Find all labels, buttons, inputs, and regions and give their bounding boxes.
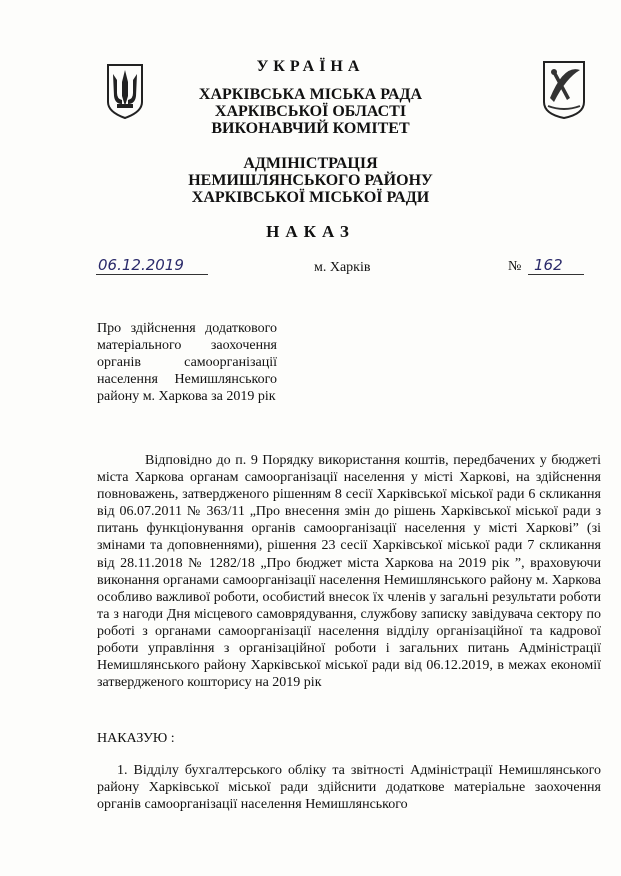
- order-number: 162: [534, 256, 563, 274]
- city-label: м. Харків: [314, 260, 371, 275]
- number-underline: [528, 274, 584, 275]
- preamble-paragraph: Відповідно до п. 9 Порядку використання коштів, передбачених у бюджеті міста Харкова органам самоорганізації населення у місті Харкові, на здійснення повноважень, затвердженого рішенням 8 сесії Харківської міської ради 6 скликання від 06.07.2011 № 363/11 „Про внесення змін до рішень Харківської міської ради з питань функціонування органів самоорганізації населення у місті Харкові” (зі змінами та доповненнями), рішення 23 сесії Харківської міської ради 7 скликання від 28.11.2018 № 1282/18 „Про бюджет міста Харкова на 2019 рік ”, враховуючи виконання органами самоорганізації населення Немишлянського району м. Харкова особливо важливої роботи, особистий внесок їх членів у загальні результати роботи та з нагоди Дня місцевого самоврядування, службову записку завідувача сектору по роботі з органами самоорганізації населення відділу організаційної та кадрової роботи управління з організаційної роботи і загальних питань Адміністрації Немишлянського району Харківської міської ради від 06.12.2019, в межах економії затвердженого кошторису на 2019 рік: [97, 453, 601, 691]
- council-heading: [0, 86, 621, 137]
- country-heading: УКРАЇНА: [256, 58, 365, 75]
- number-label: №: [508, 259, 522, 274]
- admin-line: НЕМИШЛЯНСЬКОГО РАЙОНУ: [188, 172, 433, 189]
- administration-heading: [0, 155, 621, 206]
- document-type-title: НАКАЗ: [266, 222, 355, 241]
- order-directive: НАКАЗУЮ :: [97, 731, 175, 746]
- admin-line: ХАРКІВСЬКОЇ МІСЬКОЇ РАДИ: [191, 189, 430, 206]
- council-line: ХАРКІВСЬКОЇ ОБЛАСТІ: [214, 103, 407, 120]
- order-subject: Про здійснення додаткового матеріального заохочення органів самоорганізації населення Немишлянського району м. Харкова за 2019 рік: [97, 321, 277, 404]
- admin-line: АДМІНІСТРАЦІЯ: [243, 155, 378, 172]
- date-underline: [96, 274, 208, 275]
- order-date: 06.12.2019: [98, 256, 184, 274]
- council-line: ХАРКІВСЬКА МІСЬКА РАДА: [198, 86, 423, 103]
- order-item-1: 1. Відділу бухгалтерського обліку та звітності Адміністрації Немишлянського району Харківської міської ради здійснити додаткове матеріальне заохочення органів самоорганізації населення Немишлянського: [97, 763, 601, 813]
- council-line: ВИКОНАВЧИЙ КОМІТЕТ: [211, 120, 410, 137]
